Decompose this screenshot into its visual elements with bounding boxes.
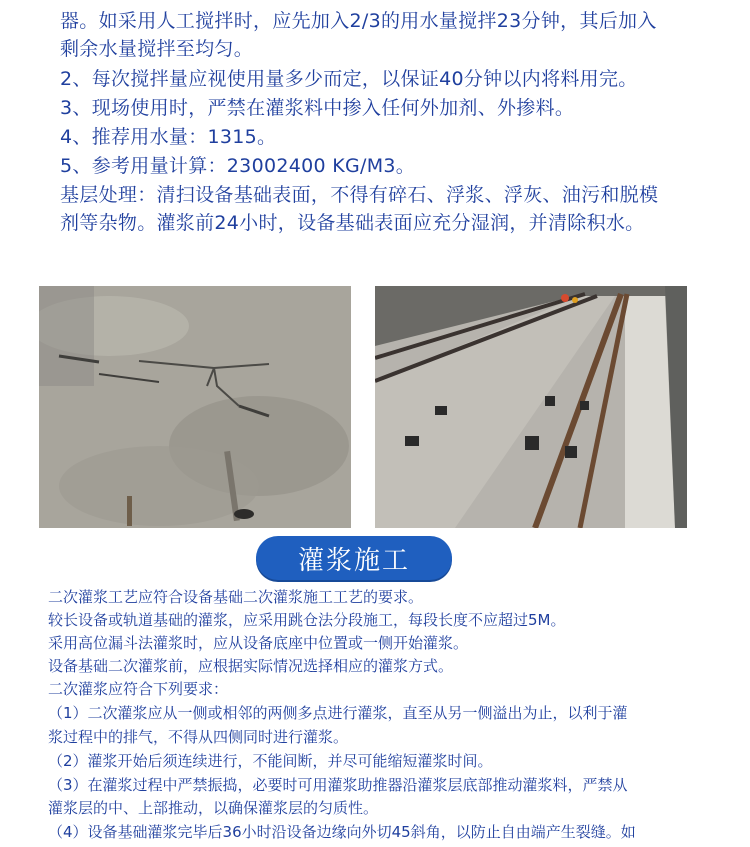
- body-line: 浆过程中的排气，不得从四侧同时进行灌浆。: [48, 728, 349, 746]
- intro-line: 器。如采用人工搅拌时，应先加入2/3的用水量搅拌23分钟，其后加入: [60, 10, 657, 32]
- section-title-pill: [256, 536, 452, 580]
- intro-line: 5、参考用量计算：23002400 KG/M3。: [60, 155, 416, 177]
- concrete-floor-illustration: [39, 286, 351, 528]
- intro-text-block: [0, 0, 750, 280]
- body-line: 设备基础二次灌浆前，应根据实际情况选择相应的灌浆方式。: [48, 657, 454, 675]
- body-line: （2）灌浆开始后须连续进行，不能间断，并尽可能缩短灌浆时间。: [48, 752, 493, 770]
- intro-line: 4、推荐用水量：1315。: [60, 126, 277, 148]
- intro-line: 2、每次搅拌量应视使用量多少而定，以保证40分钟以内将料用完。: [60, 68, 638, 90]
- section-title: 灌浆施工: [297, 545, 410, 576]
- rail-track-illustration: [375, 286, 687, 528]
- body-line: 采用高位漏斗法灌浆时，应从设备底座中位置或一侧开始灌浆。: [48, 634, 469, 652]
- body-line: （1）二次灌浆应从一侧或相邻的两侧多点进行灌浆，直至从另一侧溢出为止，以利于灌: [48, 704, 628, 722]
- body-line: （3）在灌浆过程中严禁振捣，必要时可用灌浆助推器沿灌浆层底部推动灌浆料，严禁从: [48, 776, 628, 794]
- body-line: （4）设备基础灌浆完毕后36小时沿设备边缘向外切45斜角，以防止自由端产生裂缝。如: [48, 823, 636, 841]
- intro-line: 剩余水量搅拌至均匀。: [60, 38, 254, 60]
- concrete-floor-photo: [39, 286, 351, 528]
- intro-line: 3、现场使用时，严禁在灌浆料中掺入任何外加剂、外掺料。: [60, 97, 575, 119]
- intro-line: 剂等杂物。灌浆前24小时，设备基础表面应充分湿润，并清除积水。: [60, 212, 645, 234]
- rail-track-photo: [375, 286, 687, 528]
- intro-line: 基层处理：清扫设备基础表面，不得有碎石、浮浆、浮灰、油污和脱模: [60, 184, 659, 206]
- body-line: 较长设备或轨道基础的灌浆，应采用跳仓法分段施工，每段长度不应超过5M。: [48, 611, 566, 629]
- body-line: 灌浆层的中、上部推动，以确保灌浆层的匀质性。: [48, 799, 379, 817]
- body-line: 二次灌浆应符合下列要求：: [48, 680, 229, 698]
- body-line: 二次灌浆工艺应符合设备基础二次灌浆施工工艺的要求。: [48, 588, 424, 606]
